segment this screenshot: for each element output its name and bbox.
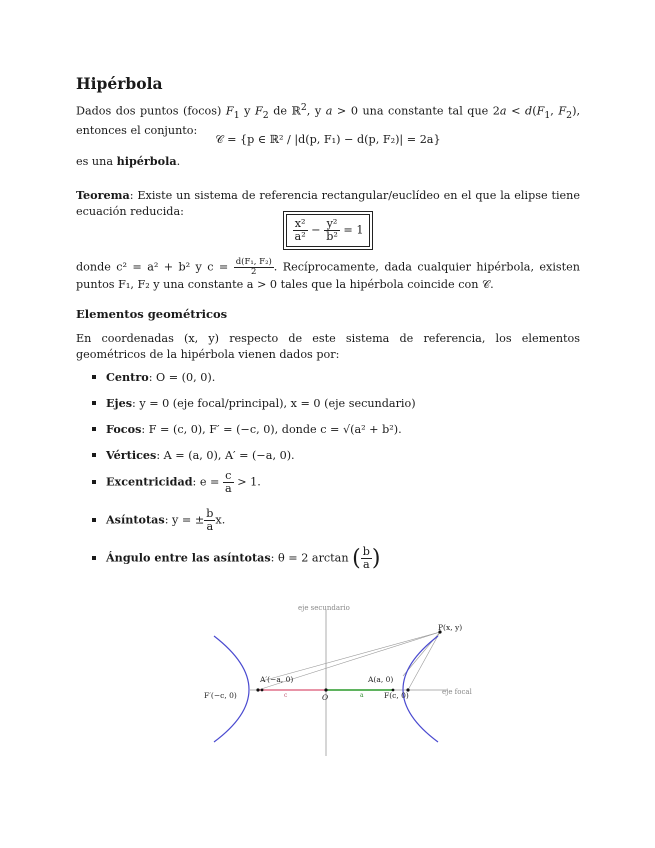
list-item-asintotas [92, 508, 225, 533]
eq-rhs: = 1 [343, 223, 364, 237]
intro-paragraph: Dados dos puntos (focos) $F_1$ y $F_2$ de ℝ$^2$, y a > 0 una constante tal que $2a < d(F_1$, $F_2$), entonces el conjunto: [76, 102, 580, 138]
equation-box [286, 214, 371, 247]
eq-minus: − [311, 223, 321, 237]
hyperbola-left-branch [214, 636, 249, 742]
label-p: P(x, y) [438, 623, 463, 632]
point-o [324, 688, 327, 691]
item-label: Excentricidad [106, 474, 193, 489]
theorem-after [76, 258, 580, 293]
label-f: F(c, 0) [384, 691, 409, 700]
after-frac-den: 2 [251, 267, 257, 277]
frac-num: c [223, 470, 234, 483]
section-title: Elementos geométricos [76, 307, 228, 321]
frac-den: a [224, 482, 232, 495]
point-a-prime [261, 689, 264, 692]
label-a: A(a, 0) [368, 675, 394, 684]
conclusion-text: es una [76, 155, 117, 168]
conclusion-period: . [176, 155, 181, 168]
theorem-label: Teorema [76, 188, 130, 202]
item-value: : y = 0 (eje focal/principal), x = 0 (eje secundario) [132, 397, 416, 410]
list-item-angulo: Ángulo entre las asíntotas: θ = 2 arctan ( $\frac{b}{a}$ ) [92, 546, 380, 571]
after-post: . Recíprocamente, dada cualquier hipérbola, existen puntos F₁, F₂ y una constante a > 0 tales que la hipérbola coincide con 𝒞. [76, 260, 580, 291]
eq-x-den: a² [294, 230, 306, 243]
item-value: : A = (a, 0), A′ = (−a, 0). [156, 449, 295, 462]
item-label: Vértices [106, 448, 157, 462]
item-label: Asíntotas [106, 512, 165, 527]
item-label: Focos [106, 422, 142, 436]
frac-den: a [362, 558, 370, 571]
item-value-pre: : e = [192, 475, 223, 489]
label-segment-a: a [360, 692, 364, 699]
after-pre: donde c² = a² + b² y c = [76, 260, 234, 274]
item-value-post: x. [215, 513, 226, 527]
frac-den: a [206, 520, 214, 533]
label-a-prime: A′(−a, 0) [260, 675, 294, 684]
hyperbola-figure [190, 596, 490, 766]
item-label: Ejes [106, 396, 132, 410]
point-f-prime [256, 688, 259, 691]
frac-num: b [362, 545, 370, 558]
page-title: Hipérbola [76, 74, 163, 93]
list-item-excentricidad [92, 470, 261, 495]
label-o: O [322, 693, 329, 702]
frac-num: b [206, 507, 214, 520]
intro-conclusion [76, 154, 580, 170]
line-aprime-to-p [262, 632, 440, 681]
label-c: c [284, 692, 288, 699]
section-intro: En coordenadas (x, y) respecto de este sistema de referencia, los elementos geométricos de la hipérbola vienen dados por: [76, 332, 580, 361]
label-eje-focal: eje focal [442, 688, 472, 696]
list-item-vertices [92, 448, 295, 462]
eq-y-num: y² [324, 218, 340, 231]
reduced-equation [76, 214, 580, 247]
item-label: Centro [106, 370, 149, 384]
label-f-prime: F′(−c, 0) [204, 691, 237, 700]
eq-y-den: b² [326, 230, 338, 243]
theorem-text: : Existe un sistema de referencia rectangular/euclídeo en el que la elipse tiene ecuación reducida: [76, 189, 580, 218]
item-label: Ángulo entre las asíntotas [106, 550, 271, 565]
list-item-centro [92, 370, 215, 384]
label-eje-secundario: eje secundario [298, 604, 350, 612]
eq-x-num: x² [293, 218, 308, 231]
definition-formula: 𝒞 = {p ∈ ℝ² / |d(p, F₁) − d(p, F₂)| = 2a} [215, 133, 441, 146]
list-item-focos [92, 422, 402, 436]
after-frac-num: d(F₁, F₂) [235, 257, 272, 267]
list-item-ejes [92, 396, 416, 410]
conclusion-bold: hipérbola [116, 154, 177, 168]
item-value: : F = (c, 0), F′ = (−c, 0), donde c = √(a² + b²). [141, 423, 402, 436]
item-value: : O = (0, 0). [148, 371, 216, 384]
item-value-post: > 1. [233, 475, 261, 489]
item-value-pre: : θ = 2 arctan [270, 551, 353, 565]
item-value-pre: : y = ± [164, 513, 205, 527]
